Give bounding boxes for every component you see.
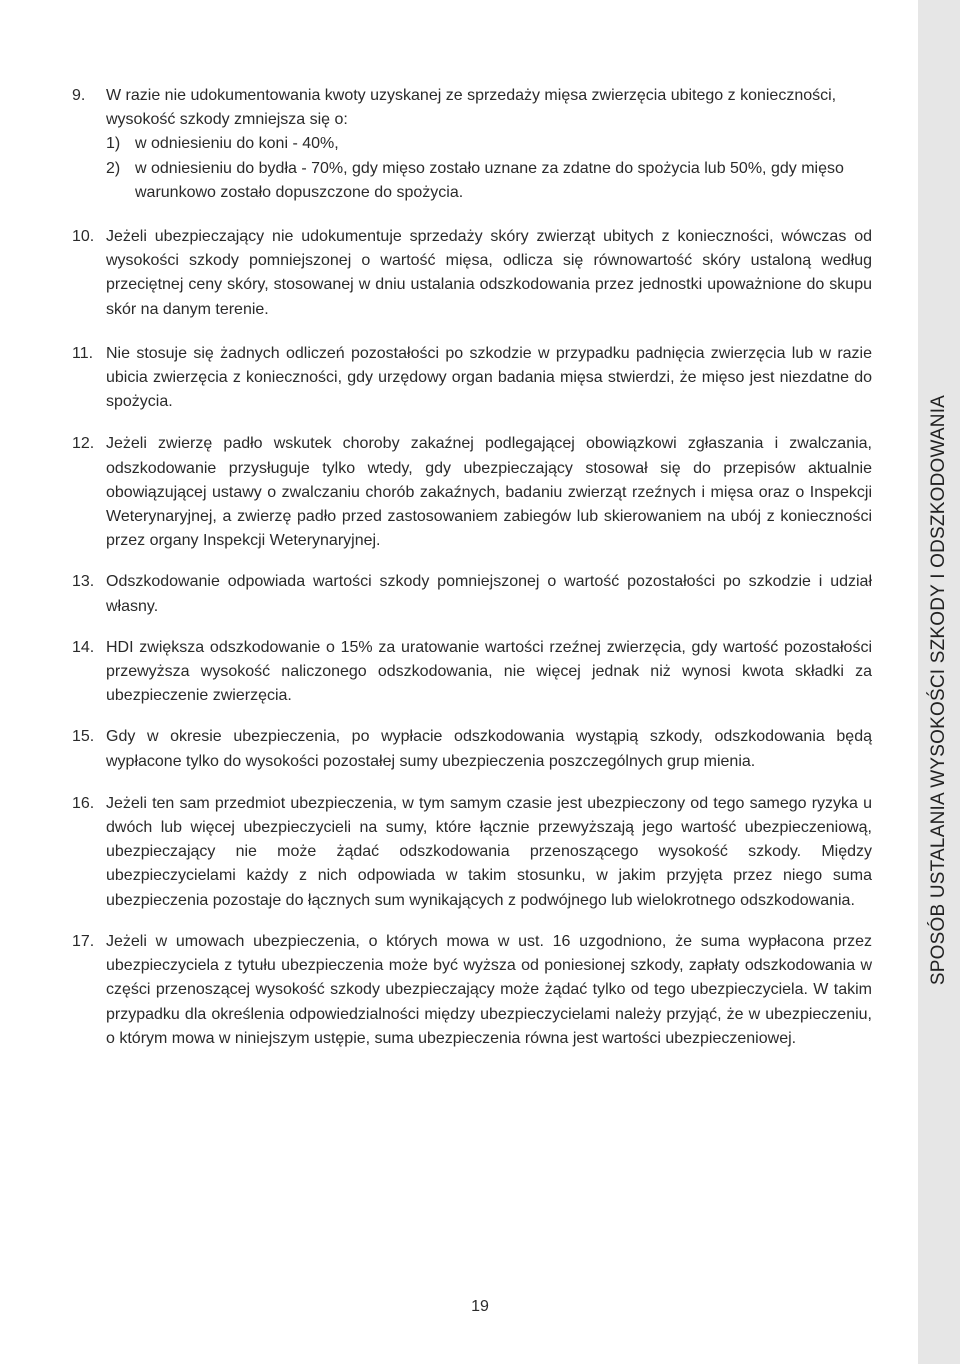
list-item-number: 2): [106, 159, 121, 177]
paragraph-text: Jeżeli w umowach ubezpieczenia, o których mowa w ust. 16 uzgodniono, że suma wypłacona przez ubezpieczyciela z tytułu ubezpieczenia może być wyższa od poniesionej szkody, zapłaty odszkodowania w części przenoszącej wysokość szkody ubezpieczający może żądać tylko od tego ubezpieczyciela. W takim przypadku dla określenia odpowiedzialności między ubezpieczycielami należy przyjąć, że w ubezpieczeniu, o którym mowa w niniejszym ustępie, suma ubezpieczenia równa jest wartości ubezpieczeniowej.: [106, 932, 872, 1047]
paragraph-text: Odszkodowanie odpowiada wartości szkody pomniejszonej o wartość pozostałości po szkodzie i udział własny.: [106, 573, 872, 615]
paragraph-text: Jeżeli ten sam przedmiot ubezpieczenia, w tym samym czasie jest ubezpieczony od tego samego ryzyka u dwóch lub więcej ubezpieczycieli na sumy, które łącznie przewyższają jego wartość ubezpieczeniową, ubezpieczający nie może żądać odszkodowania przenoszącego wysokość szkody. Między ubezpieczycielami każdy z nich odpowiada w takim stosunku, w jakim przyjęta przez niego suma ubezpieczenia pozostaje do łącznych sum wynikających z podwójnego lub wielokrotnego odszkodowania.: [106, 794, 872, 909]
paragraph-10: [72, 225, 872, 322]
paragraph-9: [72, 84, 872, 205]
document-body: [72, 84, 872, 1051]
paragraph-12: [72, 432, 872, 553]
paragraph-17: [72, 930, 872, 1051]
paragraph-number: 16.: [72, 794, 95, 812]
list-item-text: w odniesieniu do bydła - 70%, gdy mięso zostało uznane za zdatne do spożycia lub 50%, gdy mięso warunkowo zostało dopuszczone do spożycia.: [135, 159, 844, 201]
list-item-text: w odniesieniu do koni - 40%,: [135, 135, 339, 153]
side-section-title: SPOSÓB USTALANIA WYSOKOŚCI SZKODY I ODSZKODOWANIA: [928, 394, 949, 986]
paragraph-number: 14.: [72, 638, 95, 656]
paragraph-text: Nie stosuje się żadnych odliczeń pozostałości po szkodzie w przypadku padnięcia zwierzęcia lub w razie ubicia zwierzęcia z konieczności, gdy urzędowy organ badania mięsa stwierdzi, że mięso jest niezdatne do spożycia.: [106, 344, 872, 411]
paragraph-text: HDI zwiększa odszkodowanie o 15% za uratowanie wartości rzeźnej zwierzęcia, gdy wartość pozostałości przewyższa wysokość naliczonego odszkodowania, nie więcej jednak niż wynosi kwota składki za ubezpieczenie zwierzęcia.: [106, 638, 872, 705]
paragraph-number: 13.: [72, 573, 95, 591]
list-item-number: 1): [106, 135, 121, 153]
paragraph-text: Jeżeli zwierzę padło wskutek choroby zakaźnej podlegającej obowiązkowi zgłaszania i zwalczania, odszkodowanie przysługuje tylko wtedy, gdy ubezpieczający stosował się do przepisów aktualnie obowiązującej ustawy o zwalczaniu chorób zakaźnych, badaniu zwierząt rzeźnych i mięsa oraz o Inspekcji Weterynaryjnej, a zwierzę padło przed zastosowaniem zabiegów lub skierowaniem na ubój z konieczności przez organy Inspekcji Weterynaryjnej.: [106, 435, 872, 550]
paragraph-text: Gdy w okresie ubezpieczenia, po wypłacie odszkodowania wystąpią szkody, odszkodowania będą wypłacone tylko do wysokości pozostałej sumy ubezpieczenia poszczególnych grup mienia.: [106, 728, 872, 770]
paragraph-16: [72, 792, 872, 913]
list-item: [106, 157, 872, 205]
paragraph-number: 15.: [72, 728, 95, 746]
page-number: 19: [471, 1298, 489, 1315]
paragraph-text: Jeżeli ubezpieczający nie udokumentuje sprzedaży skóry zwierząt ubitych z konieczności, wówczas od wysokości szkody pomniejszonej o wartość mięsa, odlicza się równowartość skóry ustaloną według przeciętnej ceny skóry, stosowanej w dniu ustalania odszkodowania przez jednostki upoważnione do skupu skór na danym terenie.: [106, 228, 872, 318]
paragraph-number: 9.: [72, 87, 86, 104]
list-item: [106, 132, 872, 156]
paragraph-number: 10.: [72, 228, 95, 246]
paragraph-13: [72, 570, 872, 618]
paragraph-15: [72, 725, 872, 773]
paragraph-14: [72, 636, 872, 709]
paragraph-number: 17.: [72, 932, 95, 950]
paragraph-number: 12.: [72, 435, 95, 453]
paragraph-text: W razie nie udokumentowania kwoty uzyskanej ze sprzedaży mięsa zwierzęcia ubitego z konieczności, wysokość szkody zmniejsza się o:: [106, 87, 837, 129]
paragraph-11: [72, 342, 872, 415]
paragraph-number: 11.: [72, 344, 94, 362]
